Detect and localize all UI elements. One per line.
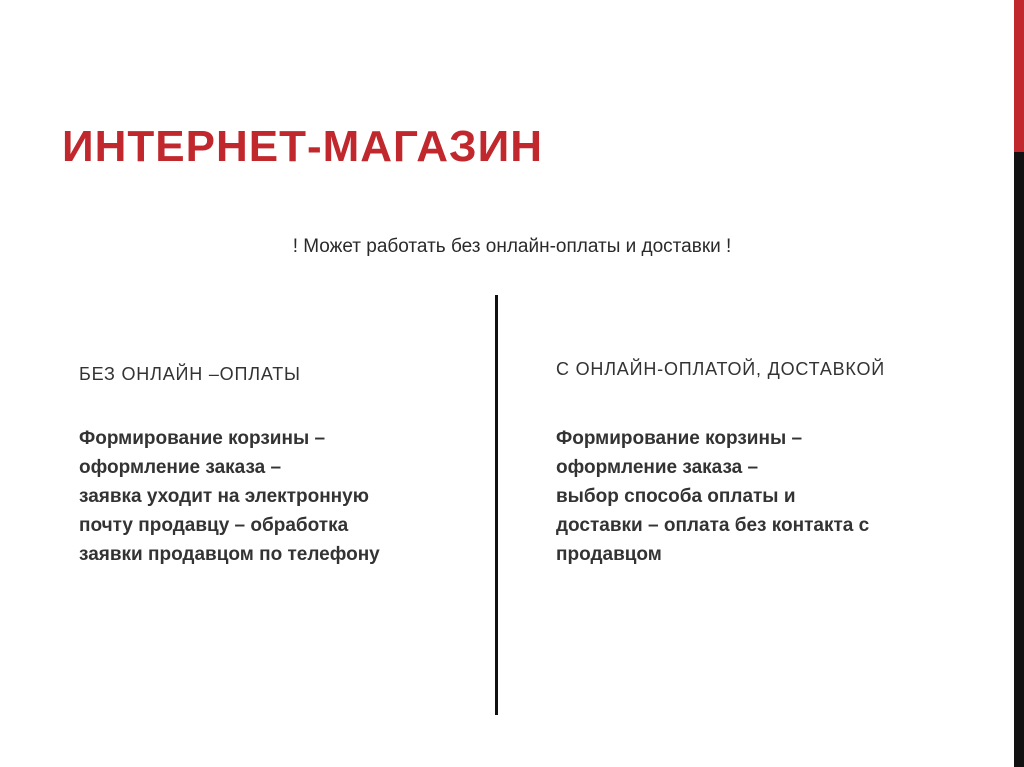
right-column-body [556, 424, 869, 569]
body-line: заявка уходит на электронную [79, 486, 369, 507]
page-title: ИНТЕРНЕТ-МАГАЗИН [62, 122, 543, 171]
subtitle-note: ! Может работать без онлайн-оплаты и доставки ! [292, 236, 732, 257]
body-line: заявки продавцом по телефону [79, 544, 380, 565]
right-column-heading: С ОНЛАЙН-ОПЛАТОЙ, ДОСТАВКОЙ [556, 359, 886, 379]
body-line: оформление заказа – [79, 457, 282, 478]
column-divider [495, 295, 498, 715]
body-line: выбор способа оплаты и [556, 486, 796, 507]
body-line: оформление заказа – [556, 457, 759, 478]
body-line: почту продавцу – обработка [79, 515, 349, 536]
body-line: Формирование корзины – [79, 428, 326, 449]
body-line: доставки – оплата без контакта с [556, 515, 870, 536]
body-line: продавцом [556, 544, 662, 565]
accent-bar-red [1014, 0, 1024, 152]
left-column-body [79, 424, 380, 569]
left-column-heading: БЕЗ ОНЛАЙН –ОПЛАТЫ [79, 364, 301, 384]
body-line: Формирование корзины – [556, 428, 803, 449]
